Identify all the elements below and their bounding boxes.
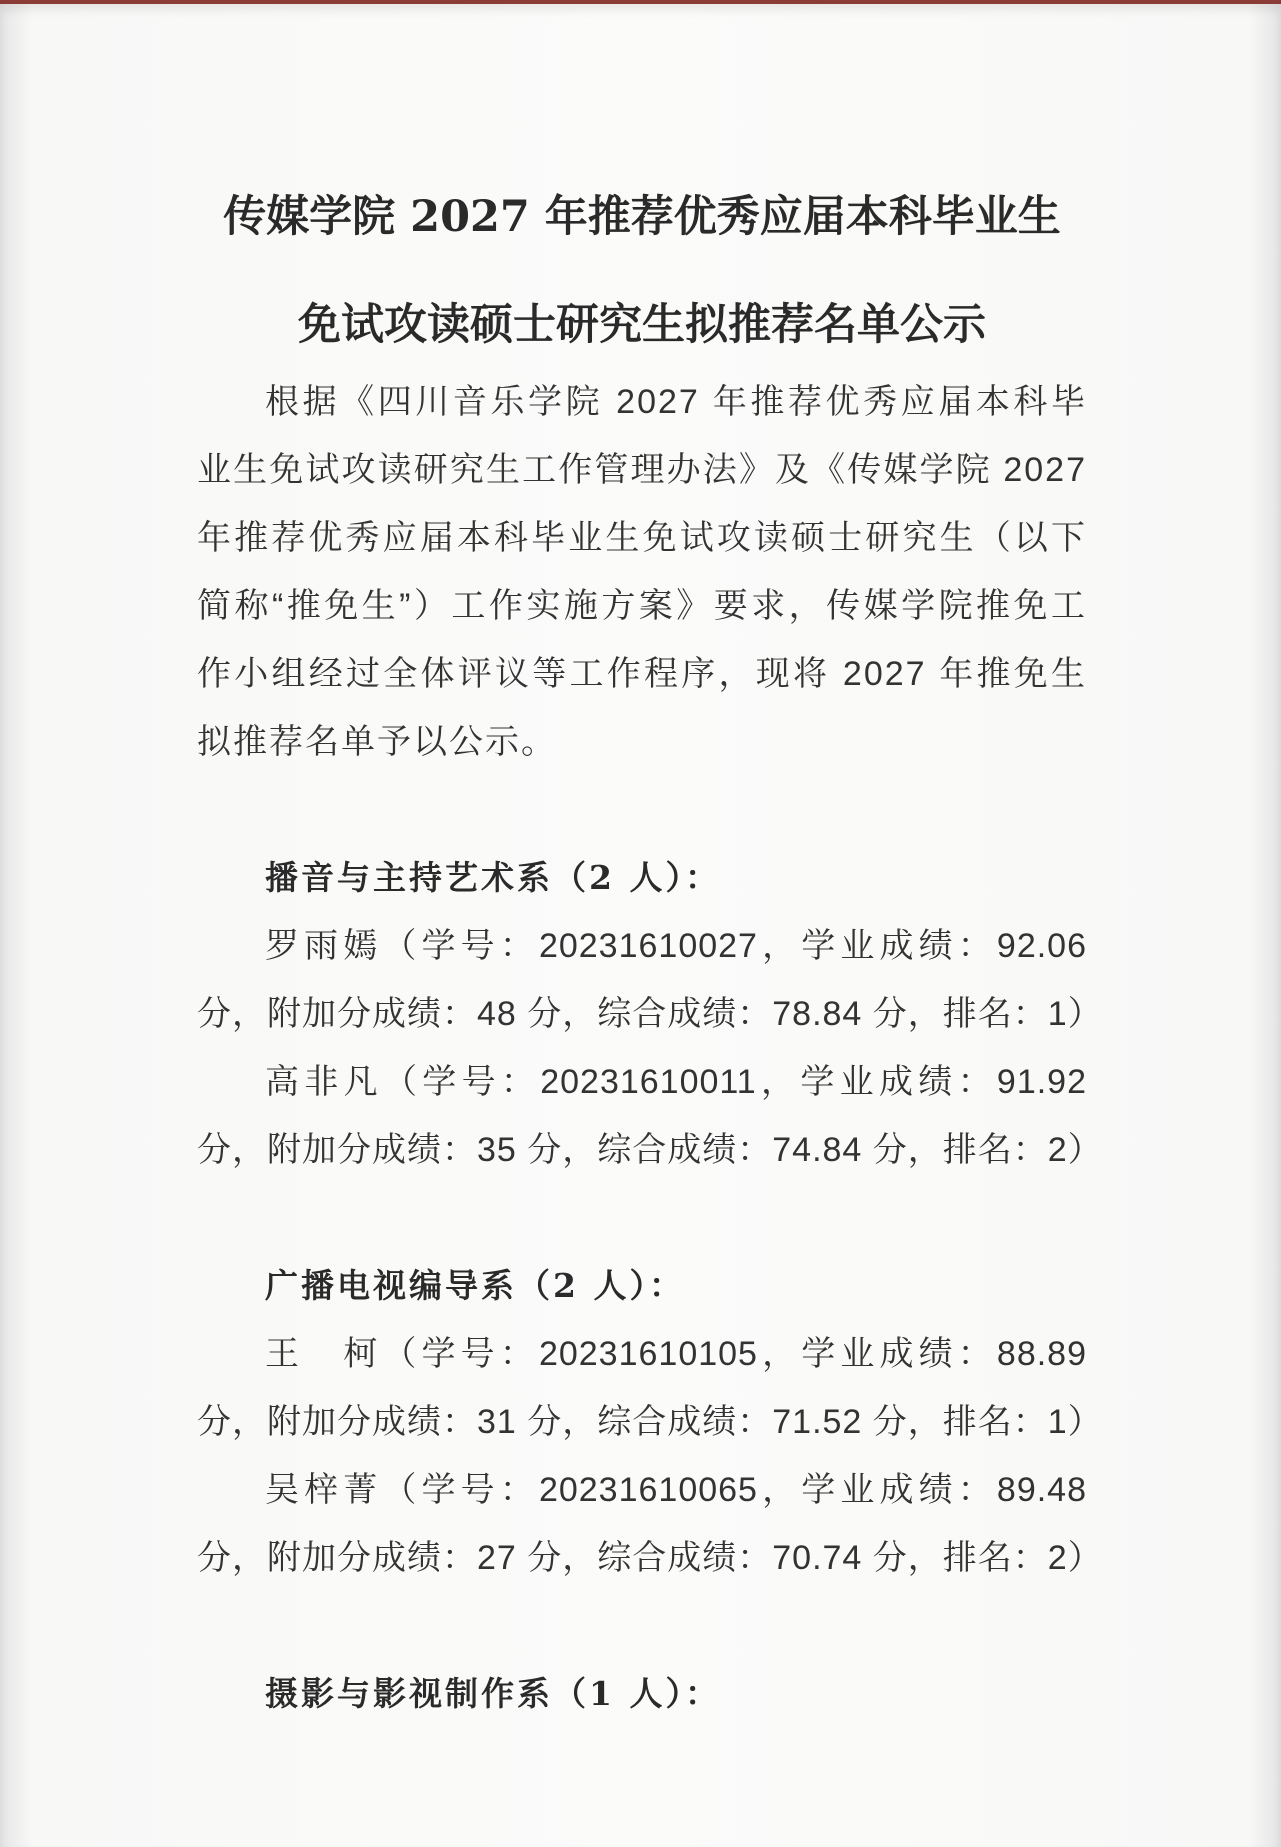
section-broadcasting-hosting xyxy=(197,844,1103,1184)
candidate-entry: 王 柯（学号：20231610105，学业成绩：88.89 分，附加分成绩：31 分，综合成绩：71.52 分，排名：1） xyxy=(197,1335,1103,1441)
document-body xyxy=(197,192,1103,1728)
document-title-line-2: 免试攻读硕士研究生拟推荐名单公示 xyxy=(298,300,986,350)
document-title-line-1: 传媒学院 2027 年推荐优秀应届本科毕业生 xyxy=(223,192,1061,242)
intro-paragraph: 根据《四川音乐学院 2027 年推荐优秀应届本科毕业生免试攻读研究生工作管理办法》及《传媒学院 2027 年推荐优秀应届本科毕业生免试攻读硕士研究生（以下简称“推免生”）工作实施方案》要求，传媒学院推免工作小组经过全体评议等工作程序，现将 2027 年推免生拟推荐名单予以公示。 xyxy=(197,383,1087,761)
candidate-entry: 罗雨嫣（学号：20231610027，学业成绩：92.06 分，附加分成绩：48 分，综合成绩：78.84 分，排名：1） xyxy=(197,927,1103,1033)
candidate-entry: 高非凡（学号：20231610011，学业成绩：91.92 分，附加分成绩：35 分，综合成绩：74.84 分，排名：2） xyxy=(197,1063,1103,1169)
candidate-entry: 吴梓菁（学号：20231610065，学业成绩：89.48 分，附加分成绩：27 分，综合成绩：70.74 分，排名：2） xyxy=(197,1471,1103,1577)
section-heading: 摄影与影视制作系（1 人）： xyxy=(265,1674,721,1713)
section-tv-directing xyxy=(197,1252,1103,1592)
section-heading: 播音与主持艺术系（2 人）： xyxy=(265,858,721,897)
section-heading: 广播电视编导系（2 人）： xyxy=(265,1266,685,1305)
paper-sheet xyxy=(0,4,1281,1847)
section-photography-film xyxy=(197,1660,1087,1728)
